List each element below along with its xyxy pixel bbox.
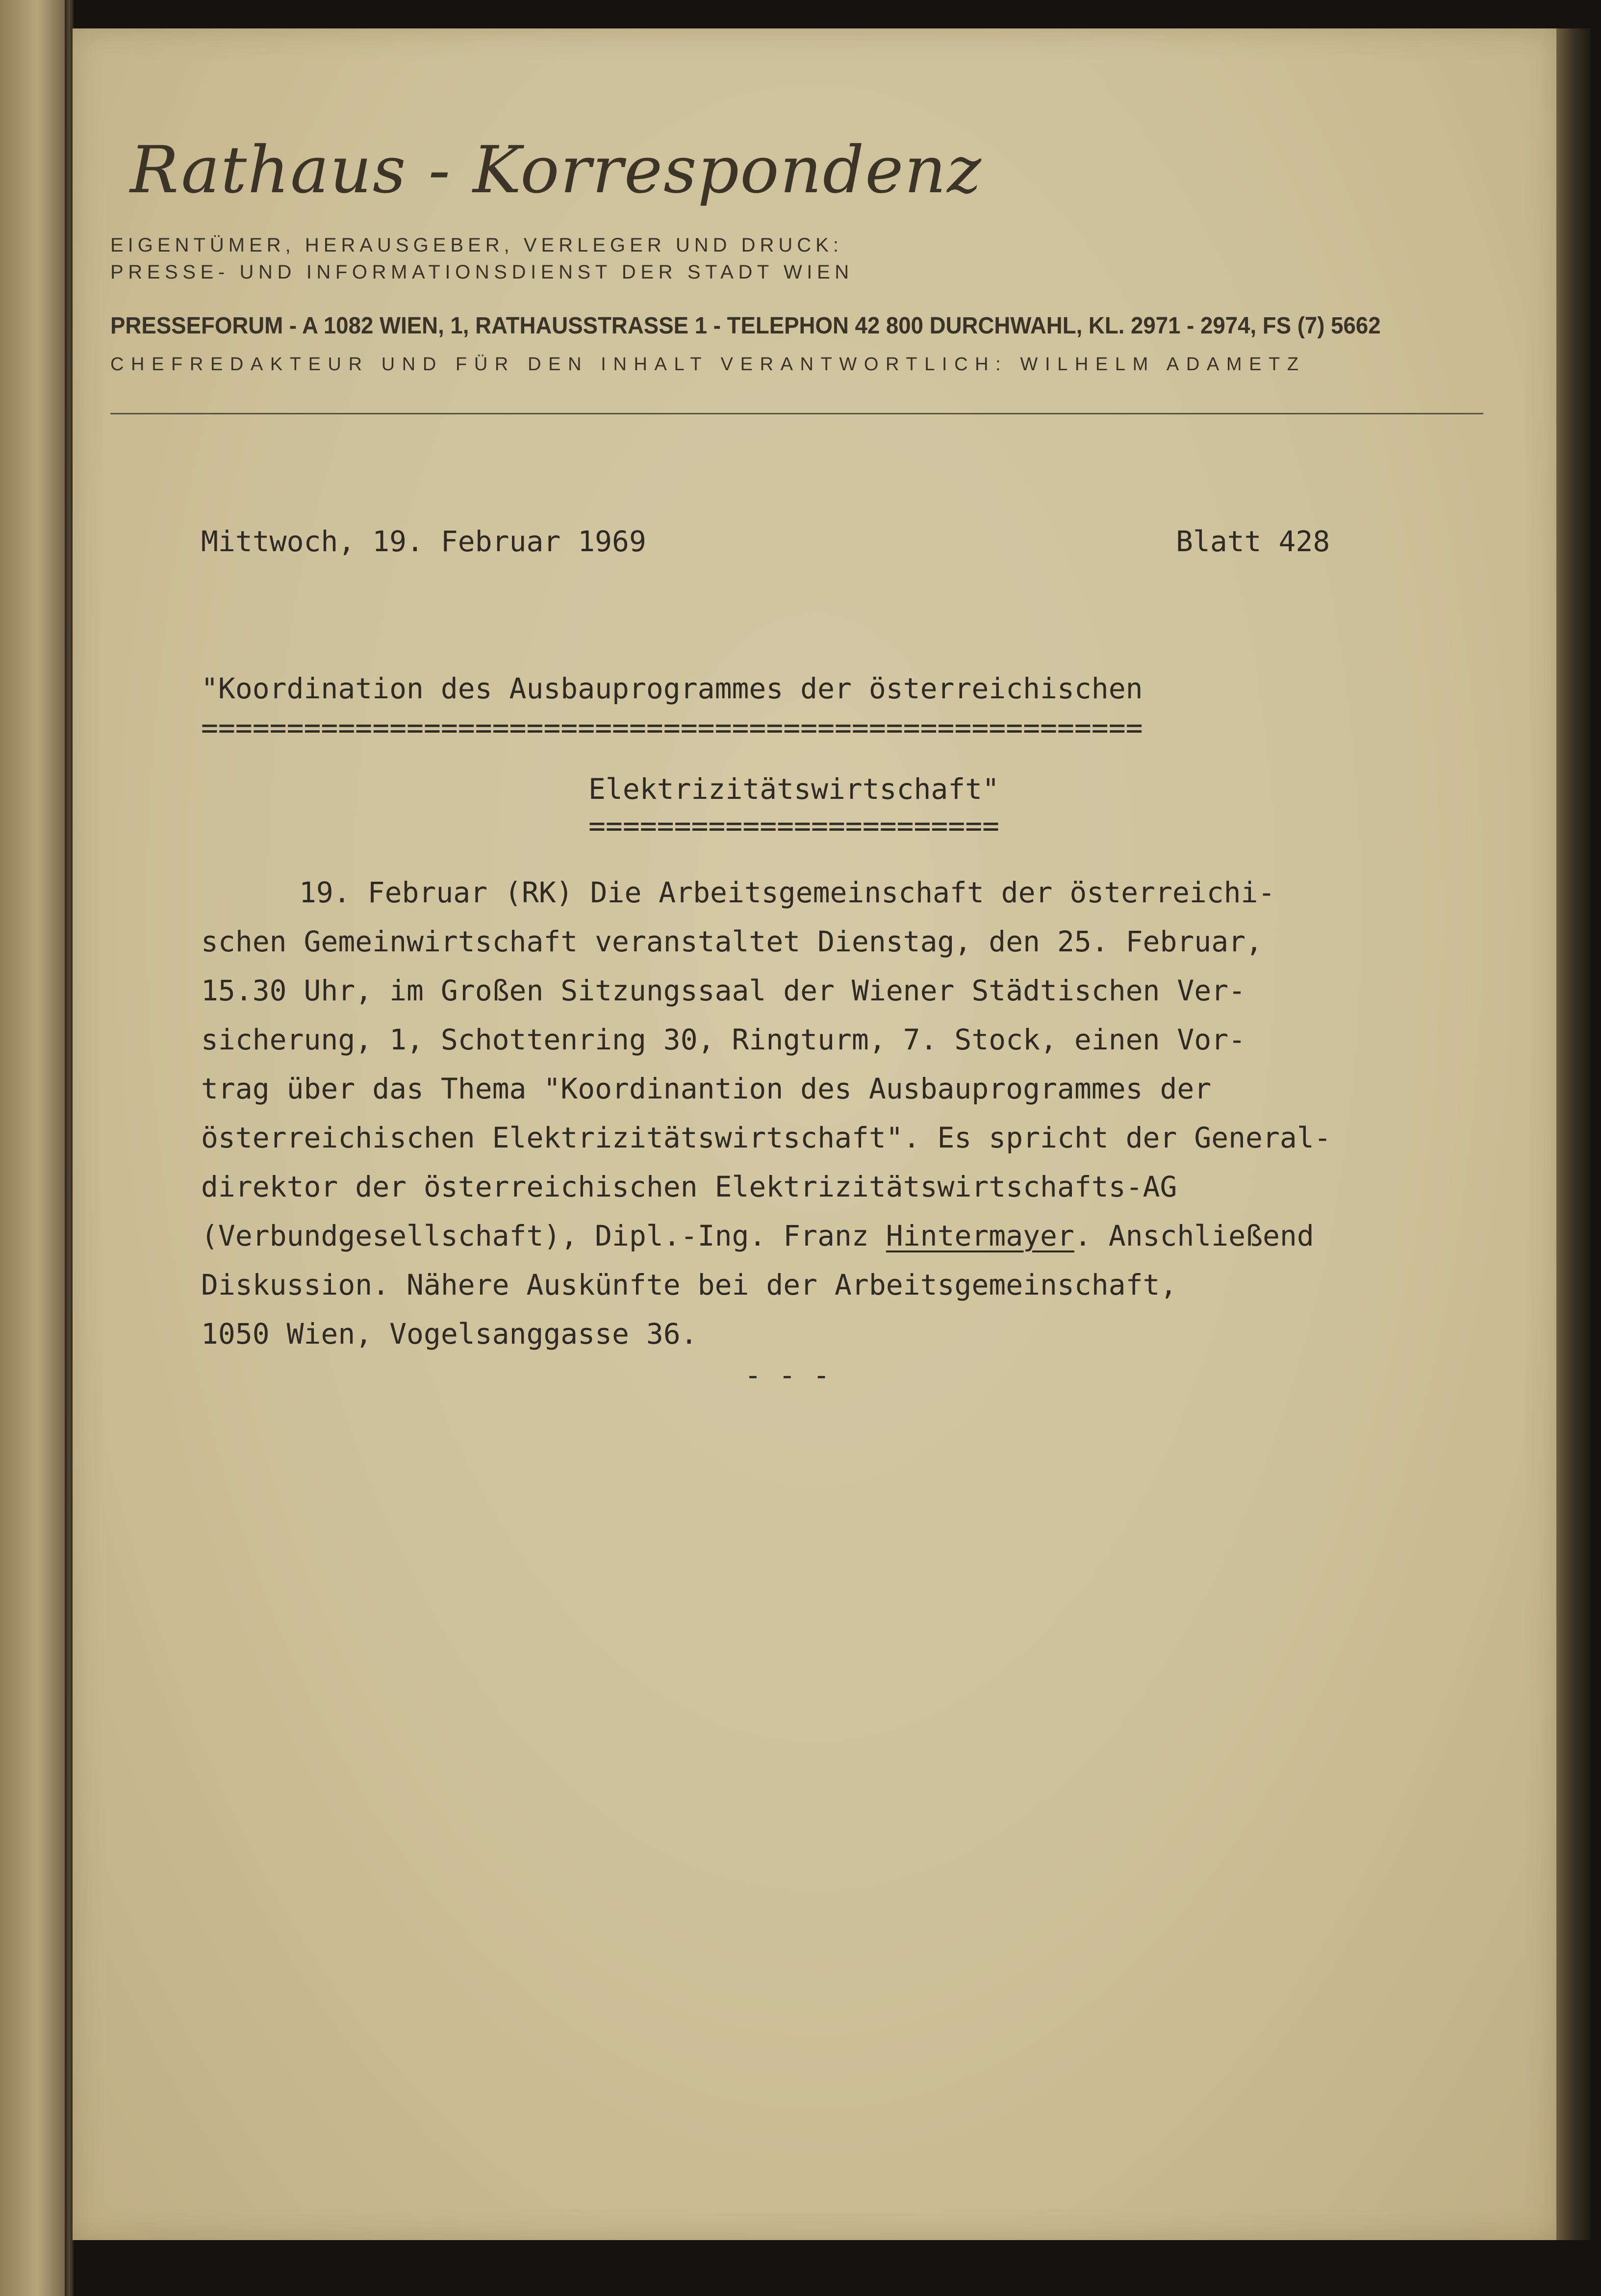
body-line: schen Gemeinwirtschaft veranstaltet Dienstag, den 25. Februar, — [201, 925, 1263, 958]
body-line: trag über das Thema "Koordinantion des Ausbauprogrammes der — [201, 1072, 1212, 1105]
body-line-prefix: (Verbundgesellschaft), Dipl.-Ing. Franz — [201, 1219, 886, 1252]
document-date: Mittwoch, 19. Februar 1969 — [201, 525, 646, 558]
article-title-line2: Elektrizitätswirtschaft" — [588, 772, 1000, 806]
facing-page-edge — [0, 0, 69, 2296]
body-line: direktor der österreichischen Elektrizitätswirtschafts-AG — [201, 1170, 1177, 1203]
speaker-name: Hintermayer — [886, 1219, 1074, 1252]
masthead-owner-line2: PRESSE- UND INFORMATIONSDIENST DER STADT WIEN — [110, 261, 854, 283]
masthead-editor: CHEFREDAKTEUR UND FÜR DEN INHALT VERANTWORTLICH: WILHELM ADAMETZ — [110, 354, 1306, 375]
article-body — [201, 868, 1505, 1358]
body-line: Diskussion. Nähere Auskünfte bei der Arbeitsgemeinschaft, — [201, 1268, 1177, 1301]
masthead-title: Rathaus - Korrespondenz — [130, 132, 982, 208]
body-line: 19. Februar (RK) Die Arbeitsgemeinschaft der österreichi- — [299, 876, 1275, 909]
body-line: österreichischen Elektrizitätswirtschaft". Es spricht der General- — [201, 1121, 1331, 1154]
masthead-address: PRESSEFORUM - A 1082 WIEN, 1, RATHAUSSTRASSE 1 - TELEPHON 42 800 DURCHWAHL, KL. 2971 - 2974, FS (7) 5662 — [110, 313, 1381, 339]
article-title-line1: "Koordination des Ausbauprogrammes der österreichischen — [201, 672, 1143, 705]
article-title-underline2: ======================== — [588, 809, 1000, 842]
masthead-divider — [110, 413, 1483, 414]
body-line: 1050 Wien, Vogelsanggasse 36. — [201, 1317, 698, 1351]
article-title-underline1: ======================================================= — [201, 711, 1143, 744]
body-line-with-name — [201, 1211, 1505, 1260]
body-line-suffix: . Anschließend — [1074, 1219, 1314, 1252]
body-line: sicherung, 1, Schottenring 30, Ringturm, 7. Stock, einen Vor- — [201, 1023, 1246, 1056]
sheet-number: Blatt 428 — [1176, 525, 1330, 558]
end-mark: - - - — [744, 1358, 830, 1392]
body-line: 15.30 Uhr, im Großen Sitzungssaal der Wiener Städtischen Ver- — [201, 974, 1246, 1007]
page-edge-shadow — [1556, 28, 1591, 2240]
masthead-owner-line1: EIGENTÜMER, HERAUSGEBER, VERLEGER UND DRUCK: — [110, 234, 843, 256]
